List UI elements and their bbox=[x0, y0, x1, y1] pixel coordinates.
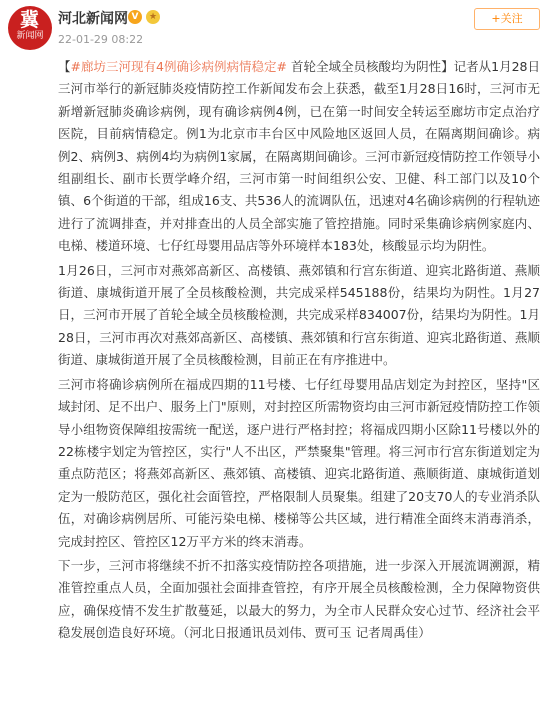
paragraph-4: 下一步，三河市将继续不折不扣落实疫情防控各项措施，进一步深入开展流调溯源，精准管控重点人员，全面加强社会面排查管控，有序开展全员核酸检测，全力保障物资供应，确保疫情不发生扩散蔓延，以最大的努力，为全市人民群众安心过节、经济社会平稳发展创造良好环境。（河北日报通讯员刘伟、贾可玉 记者周禹佳） bbox=[58, 557, 540, 641]
avatar-logo-top: 冀 bbox=[19, 9, 40, 31]
topic-hashtag-link[interactable]: #廊坊三河现有4例确诊病例病情稳定# bbox=[70, 59, 288, 74]
avatar[interactable] bbox=[8, 6, 52, 50]
post-header bbox=[0, 0, 550, 52]
paragraph-1-text: 首轮全域全员核酸均为阴性】记者从1月28日三河市举行的新冠肺炎疫情防控工作新闻发布会上获悉，截至1月28日16时，三河市无新增新冠肺炎确诊病例，现有确诊病例4例，已在第一时间安全转运至廊坊市定点治疗医院，目前病情稳定。例1为北京市丰台区中风险地区返回人员，在隔离期间确诊。病例2、病例3、病例4均为病例1家属，在隔离期间确诊。三河市新冠疫情防控工作领导小组副组长、副市长贾学峰介绍，三河市第一时间组织公安、卫健、科工部门以及10个镇、6个街道的干部，组成16支、共536人的流调队伍，迅速对4名确诊病例的行程轨迹进行了流调排查，并对排查出的人员全部实施了管控措施。同时采集确诊病例家庭内、电梯、楼道环境、七仔红母婴用品店等外环境样本183处，核酸显示均为阴性。 bbox=[58, 59, 540, 254]
paragraph-1: 【#廊坊三河现有4例确诊病例病情稳定# 首轮全域全员核酸均为阴性】记者从1月28日三河市举行的新冠肺炎疫情防控工作新闻发布会上获悉，截至1月28日16时，三河市无新增新冠肺炎确诊病例，现有确诊病例4例，已在第一时间安全转运至廊坊市定点治疗医院，目前病情稳定。例1为北京市丰台区中风险地区返回人员，在隔离期间确诊。病例2、病例3、病例4均为病例1家属，在隔离期间确诊。三河市新冠疫情防控工作领导小组副组长、副市长贾学峰介绍，三河市第一时间组织公安、卫健、科工部门以及10个镇、6个街道的干部，组成16支、共536人的流调队伍，迅速对4名确诊病例的行程轨迹进行了流调排查，并对排查出的人员全部实施了管控措施。同时采集确诊病例家庭内、电梯、楼道环境、七仔红母婴用品店等外环境样本183处，核酸显示均为阴性。 bbox=[58, 59, 540, 254]
post-content bbox=[58, 56, 540, 647]
verified-icon: V bbox=[128, 10, 142, 24]
paragraph-2: 1月26日，三河市对燕郊高新区、高楼镇、燕郊镇和行宫东街道、迎宾北路街道、燕顺街道、康城街道开展了全员核酸检测，共完成采样545188份，结果均为阴性。1月27日，三河市开展了首轮全域全员核酸检测，共完成采样834007份，结果均为阴性。1月28日，三河市再次对燕郊高新区、高楼镇、燕郊镇和行宫东街道、迎宾北路街道、燕顺街道、康城街道开展了全员核酸检测，目前正在有序推进中。 bbox=[58, 262, 540, 368]
paragraph-3: 三河市将确诊病例所在福成四期的11号楼、七仔红母婴用品店划定为封控区，坚持"区域封闭、足不出户、服务上门"原则，对封控区所需物资均由三河市新冠疫情防控工作领导小组物资保障组按需统一配送，逐户进行严格封控；将福成四期小区除11号楼以外的22栋楼宇划定为管控区，实行"人不出区，严禁聚集"管理。将三河市行宫东街道划定为重点防范区；将燕郊高新区、燕郊镇、高楼镇、迎宾北路街道、燕顺街道、康城街道划定为一般防范区，强化社会面管控，严格限制人员聚集。组建了20支70人的专业消杀队伍，对确诊病例居所、可能污染电梯、楼梯等公共区域，进行精准全面终末消毒消杀，完成封控区、管控区12万平方米的终末消毒。 bbox=[58, 376, 540, 549]
account-name[interactable]: 河北新闻网 bbox=[58, 11, 128, 27]
post-timestamp[interactable]: 22-01-29 08:22 bbox=[58, 33, 144, 46]
avatar-logo-bottom: 新闻网 bbox=[16, 31, 44, 41]
medal-icon: ★ bbox=[146, 10, 160, 24]
follow-button[interactable]: +关注 bbox=[474, 8, 540, 30]
